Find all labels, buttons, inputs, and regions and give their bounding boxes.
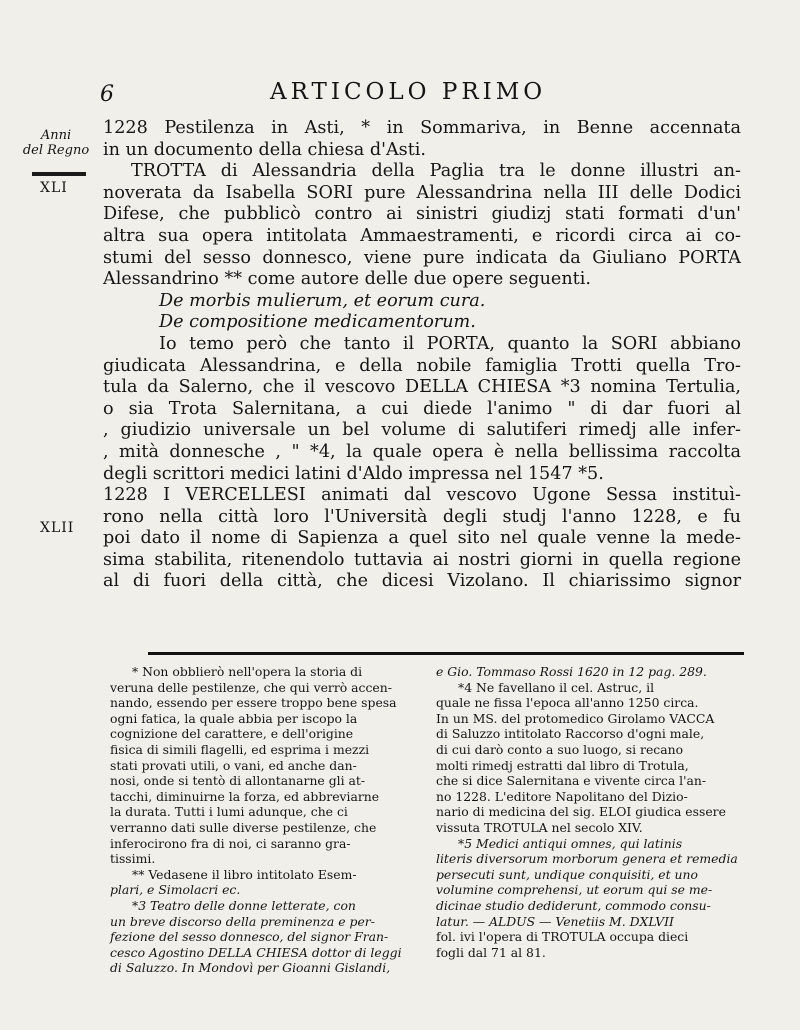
footnote-line: fisica di simili flagelli, ed esprima i mezzi	[110, 741, 370, 757]
margin-rule	[32, 172, 86, 176]
footnote-line: cognizione del carattere, e dell'origine	[110, 726, 354, 742]
main-line: TROTTA di Alessandria della Paglia tra le donne illustri an-	[131, 161, 741, 182]
footnote-line: *5 Medici antiqui omnes, qui latinis	[458, 835, 683, 851]
main-line: De compositione medicamentorum.	[159, 312, 476, 333]
footnote-line: latur. — ALDUS — Venetiis M. DXLVII	[436, 913, 674, 929]
footnote-line: ** Vedasene il libro intitolato Esem-	[132, 866, 357, 882]
main-line: sima stabilita, ritenendolo tuttavia ai nostri giorni in quella regione	[103, 549, 741, 570]
margin-heading-line2: del Regno	[22, 143, 90, 158]
main-line: tula da Salerno, che il vescovo DELLA CHIESA *3 nomina Tertulia,	[103, 377, 741, 398]
footnote-line: che si dice Salernitana e vivente circa l'an-	[436, 773, 707, 789]
main-line: , giudizio universale un bel volume di salutiferi rimedj alle infer-	[103, 420, 741, 441]
footnote-line: fogli dal 71 al 81.	[436, 944, 546, 960]
main-line: poi dato il nome di Sapienza a quel sito nel quale venne la mede-	[103, 528, 741, 549]
footnote-line: persecuti sunt, undique conquisiti, et uno	[436, 866, 698, 882]
footnote-line: tacchi, diminuirne la forza, ed abbreviarne	[110, 788, 380, 804]
footnote-divider-rule	[148, 652, 744, 655]
footnote-line: ogni fatica, la quale abbia per iscopo la	[110, 710, 358, 726]
footnote-line: un breve discorso della preminenza e per-	[110, 913, 375, 929]
main-line: altra sua opera intitolata Ammaestramenti, e ricordi circa ai co-	[103, 225, 741, 246]
running-head: ARTICOLO PRIMO	[270, 79, 547, 105]
footnote-line: e Gio. Tommaso Rossi 1620 in 12 pag. 289.	[436, 664, 707, 679]
main-text	[103, 118, 741, 593]
footnote-line: nando, essendo per essere troppo bene spesa	[110, 695, 397, 711]
main-line: Difese, che pubblicò contro ai sinistri giudizj stati formati d'un'	[103, 204, 741, 225]
footnote-line: fezione del sesso donnesco, del signor Fran-	[110, 929, 389, 945]
footnote-line: literis diversorum morborum genera et remedia	[436, 851, 738, 867]
margin-year-number: XLI	[40, 180, 68, 196]
footnote-line: dicinae studio dediderunt, commodo consu-	[436, 897, 711, 913]
footnote-line: inferocirono fra di noi, ci saranno gra-	[110, 835, 351, 851]
main-line: Alessandrino ** come autore delle due opere seguenti.	[103, 269, 591, 290]
footnote-line: la durata. Tutti i lumi adunque, che ci	[110, 804, 348, 820]
main-line: 1228 Pestilenza in Asti, * in Sommariva, in Benne accennata	[103, 118, 741, 138]
footnote-line: In un MS. del protomedico Girolamo VACCA	[436, 710, 715, 726]
footnote-line: veruna delle pestilenze, che qui verrò accen-	[110, 679, 392, 695]
footnote-line: *4 Ne favellano il cel. Astruc, il	[458, 679, 655, 695]
footnote-line: di Saluzzo intitolato Raccorso d'ogni male,	[436, 726, 705, 742]
main-line: noverata da Isabella SORI pure Alessandrina nella III delle Dodici	[103, 182, 741, 203]
main-line: stumi del sesso donnesco, viene pure indicata da Giuliano PORTA	[103, 247, 741, 268]
footnote-line: tissimi.	[110, 851, 156, 867]
main-line: o sia Trota Salernitana, a cui diede l'animo " di dar fuori al	[103, 398, 741, 419]
footnote-line: di cui darò conto a suo luogo, si recano	[436, 741, 684, 757]
footnote-line: * Non obblierò nell'opera la storia di	[132, 664, 363, 679]
main-line: degli scrittori medici latini d'Aldo impressa nel 1547 *5.	[103, 463, 604, 484]
main-line: giudicata Alessandrina, e della nobile famiglia Trotti quella Tro-	[103, 355, 741, 376]
footnote-line: nario di medicina del sig. ELOI giudica essere	[436, 804, 726, 820]
footnote-line: cesco Agostino DELLA CHIESA dottor di leggi	[110, 944, 402, 960]
footnote-line: fol. ivi l'opera di TROTULA occupa dieci	[436, 929, 689, 945]
main-line: in un documento della chiesa d'Asti.	[103, 139, 426, 160]
footnote-line: nosi, onde si tentò di allontanarne gli at-	[110, 773, 366, 789]
footnote-line: di Saluzzo. In Mondovì per Gioanni Gislandi,	[110, 960, 391, 976]
main-line: Io temo però che tanto il PORTA, quanto la SORI abbiano	[159, 333, 741, 354]
page-number: 6	[100, 82, 114, 107]
footnote-line: vissuta TROTULA nel secolo XIV.	[436, 819, 643, 835]
footnotes-right-column	[436, 664, 754, 960]
footnote-line: molti rimedj estratti dal libro di Trotula,	[436, 757, 689, 773]
footnotes-left-column	[110, 664, 420, 976]
main-line: al di fuori della città, che dicesi Vizolano. Il chiarissimo signor	[103, 571, 741, 592]
main-line: , mità donnesche , " *4, la quale opera è nella bellissima raccolta	[103, 441, 741, 462]
main-line: rono nella città loro l'Università degli studj l'anno 1228, e fu	[103, 506, 741, 527]
footnote-line: verranno dati sulle diverse pestilenze, che	[110, 819, 377, 835]
footnote-line: plari, e Simolacri ec.	[110, 882, 241, 898]
main-line: De morbis mulierum, et eorum cura.	[159, 290, 486, 311]
footnote-line: volumine comprehensi, ut eorum qui se me-	[436, 882, 713, 898]
footnote-line: *3 Teatro delle donne letterate, con	[132, 897, 356, 913]
margin-heading-line1: Anni	[40, 128, 72, 143]
margin-heading	[22, 128, 90, 158]
footnote-line: no 1228. L'editore Napolitano del Dizio-	[436, 788, 688, 804]
margin-year-number: XLII	[40, 520, 75, 536]
footnote-line: quale ne fissa l'epoca all'anno 1250 circa.	[436, 695, 699, 711]
footnote-line: stati provati utili, o vani, ed anche dan-	[110, 757, 357, 773]
main-line: 1228 I VERCELLESI animati dal vescovo Ugone Sessa instituì-	[103, 485, 741, 506]
